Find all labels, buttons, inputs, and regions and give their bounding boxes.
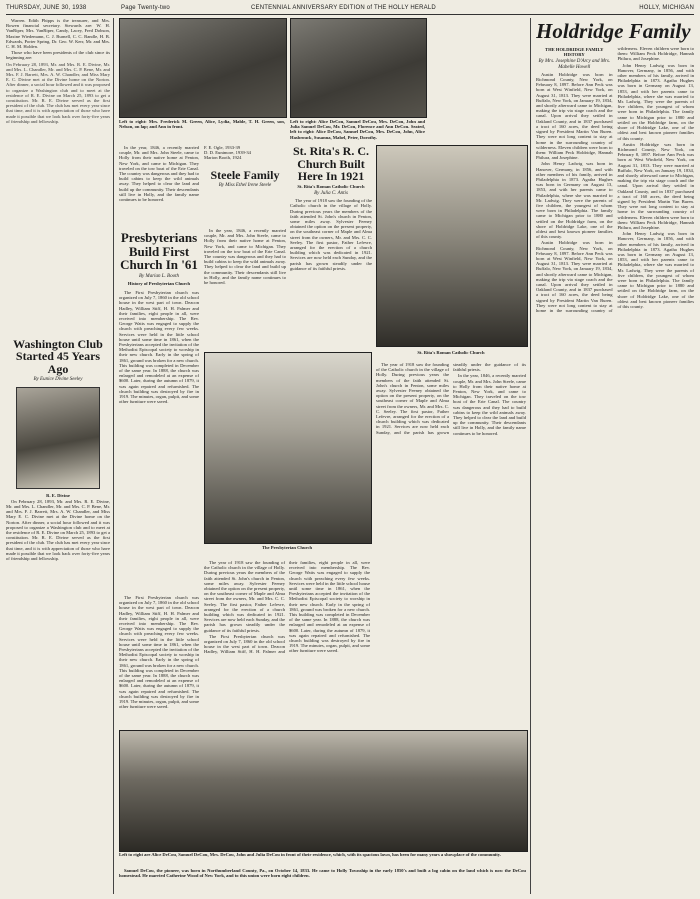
green-list-box <box>204 145 286 225</box>
decou-family-photo <box>290 18 427 118</box>
strita-photo-caption: St. Rita's Roman Catholic Church <box>417 350 485 355</box>
washington-byline: By Eunice Divine Seeley <box>33 377 83 383</box>
strita-body-2: The year of 1918 saw the founding of the Catholic church in the village of Holly. During previous years the members of the faith attended St. John's church in Fenton, some miles away. Sylvester Feeney obtained the option on the present property, on the southeast corner of Maple and Alma street from the owners, Mr. and Mrs. C. C. Seeley. The first pastor, Father Lefevre, arranged for the erection of a church building which was dedicated in 1921. Services are now held each Sunday, and the parish has grown steadily under the guidance of its faithful priests. <box>376 362 526 435</box>
list-item: F. E. Ogle, 1933-39 <box>204 145 241 150</box>
washington-members-intro: Those who have been presidents of the club since its beginning are: <box>6 50 110 61</box>
mid-continued <box>204 560 370 725</box>
presby-byline: By Marian L. Booth <box>139 273 179 279</box>
header-date: THURSDAY, JUNE 30, 1938 <box>6 5 87 11</box>
steele-lead-text: In the year, 1846, a recently married couple, Mr. and Mrs. John Steele, came to Holly from their native home at Fenton, New York, and came to Michigan. They traveled on the tow boat of the Erie Canal. The country was dangerous and they had to build cabins to keep the wild animals away. They helped to clear the land and build up the community. Their descendants still live in Holly, and the family name continues to be honored. <box>119 145 199 203</box>
presby-body-continued: The First Presbyterian church was organized on July 7, 1860 in the old school house in the west part of town. Deacon Hadley, William Stiff, H. H. Palmer and their families, eight people in all, were received into membership. The Rev. George Watts was engaged to supply the church with preaching every few weeks. Services were held in the little school house until some time in 1861, when the Presbyterians accepted the invitation of the Methodist Episcopal society to worship in their new church. Early in the spring of 1861, ground was broken for a new church. This building was completed in December of the same year. In 1888, the church was enlarged and remodeled at an expense of $600. Later, during the autumn of 1879, it was again repaired and refurnished. The church building was destroyed by fire in 1919. The minutes, organ, pulpit, and some other furniture were saved. <box>119 595 199 710</box>
washington-headline: Washington Club Started 45 Years Ago <box>13 336 103 376</box>
presby-headline: Presbyterians Build First Church In '61 <box>120 233 198 273</box>
holdridge-byline: By Mrs. Josephine D'Arcy and Mrs. Mabelle Howell <box>538 59 611 70</box>
strita-church-photo <box>376 145 528 347</box>
column-rule <box>113 18 114 894</box>
strita-sub: St. Rita's Roman Catholic Church <box>297 183 365 189</box>
holdridge-body-2: Austin Holdridge was born in Richmond County, New York, on February 8, 1897. Before Ann Peck was born at West Winfield, New York, on August 31, 1813. They were married at Buffalo, New York, on January 19, 1834, and shortly afterward came to Michigan, making the trip via stage coach and the canal. Upon arrival they settled in Oakland County, and in 1837 purchased a tract of 160 acres, the deed being signed by President Martin Van Buren. They were not long content to stay at home in the surrounding country of wilderness. Eleven children were born to them: William Peck Holdridge, Hannah Philura, and Josephine. <box>536 46 694 313</box>
presby-sub: History of Presbyterian Church <box>127 281 191 287</box>
holdridge-subhead: THE HOLDRIDGE FAMILY HISTORY <box>545 47 604 58</box>
holdridge-column <box>536 18 694 894</box>
strita-headline: St. Rita's R. C. Church Built Here In 1921 <box>292 145 369 184</box>
decou-residence-caption: Left to right are Alice DeCou, Samuel DeCou, Mrs. DeCou, John and Julia DeCou in front of their residence, which, with its spacious lawn, has been for many years a showplace of the community. <box>119 852 502 857</box>
presby-body-more: The First Presbyterian church was organized on July 7, 1860 in the old school house in the west part of town. Deacon Hadley, William Stiff, H. H. Palmer and their families, eight people in all, were received into membership. The Rev. George Watts was engaged to supply the church with preaching every few weeks. Services were held in the little school house until some time in 1861, when the Presbyterians accepted the invitation of the Methodist Episcopal society to worship in their new church. Early in the spring of 1861, ground was broken for a new church. This building was completed in December of the same year. In 1888, the church was enlarged and remodeled at an expense of $600. Later, during the autumn of 1879, it was again repaired and refurnished. The church building was destroyed by fire in 1919. The minutes, organ, pulpit, and some other furniture were saved. <box>204 560 370 655</box>
page-header <box>6 4 694 15</box>
strita-body: The year of 1918 saw the founding of the Catholic church in the village of Holly. During previous years the members of the faith attended St. John's church in Fenton, some miles away. Sylvester Feeney obtained the option on the present property, on the southeast corner of Maple and Alma street from the owners, Mr. and Mrs. C. C. Seeley. The first pastor, Father Lefevre, arranged for the erection of a church building which was dedicated in 1921. Services are now held each Sunday, and the parish has grown steadily under the guidance of its faithful priests. <box>290 198 372 271</box>
presby-body-column <box>119 290 199 590</box>
header-location: HOLLY, MICHIGAN <box>639 5 694 11</box>
decou-bottom-text <box>119 868 526 894</box>
ladwig-body: John Henry Ladwig was born in Hanover, Germany, in 1856, and with other members of his family, arrived in Philadelphia in 1873. Agatha Hughes was born in Germany on August 13, 1853, and with her parents came to Philadelphia, where she was married to Mr. Ladwig. They were the parents of five children, the youngest of whom were born in Philadelphia. The family came to Michigan prior to 1880 and settled on the Holdridge farm, on the shore of Holdridge Lake, one of the oldest and best known pioneer families of this county. <box>536 161 613 240</box>
presbyterian-photo-caption: The Presbyterian Church <box>261 545 313 550</box>
holdridge-body: Austin Holdridge was born in Richmond County, New York, on February 8, 1897. Before Ann Peck was born at West Winfield, New York, on August 31, 1813. They were married at Buffalo, New York, on January 19, 1834, and shortly afterward came to Michigan, making the trip via stage coach and the canal. Upon arrival they settled in Oakland County, and in 1837 purchased a tract of 160 acres, the deed being signed by President Martin Van Buren. They were not long content to stay at home in the surrounding country of wilderness. Eleven children were born to them: William Peck Holdridge, Hannah Philura, and Josephine. <box>536 71 613 161</box>
ladwig-body-2: John Henry Ladwig was born in Hanover, Germany, in 1856, and with other members of his family, arrived in Philadelphia in 1873. Agatha Hughes was born in Germany on August 13, 1853, and with her parents came to Philadelphia, where she was married to Mr. Ladwig. They were the parents of five children, the youngest of whom were born in Philadelphia. The family came to Michigan prior to 1880 and settled on the Holdridge farm, on the shore of Holdridge Lake, one of the oldest and best known pioneer families of this county. <box>617 62 694 141</box>
steele-headline: Steele Family <box>210 167 280 182</box>
decou-residence-photo <box>119 730 528 852</box>
strita-continued <box>376 362 526 722</box>
strita-byline: By Julia C. Antis <box>314 190 348 196</box>
presby-continued <box>119 595 199 725</box>
washington-body: On February 28, 1893, Mr. and Mrs. R. E. Divine, Mr. and Mrs. L. Chandler, Mr. and Mrs. C. P. Bene, Mr. and Mrs. F. J. Barrett, Mrs. A. W. Chandler, and Miss Mary E. C. Divine met at the Divine home on the Norton. After dinner, a social hour followed and it was proposed to organize a Washington club and to meet at the residence of R. E. Divine on March 25, 1893 to get a constitution. Mr. R. E. Divine served as the first president of the club. The club has met every year since that time, and it is with appreciation of those who have made it possible that we look back over forty-five years of friendship and fellowship. <box>6 498 110 562</box>
steele-body-2: In the year, 1846, a recently married couple, Mr. and Mrs. John Steele, came to Holly from their native home at Fenton, New York, and came to Michigan. They traveled on the tow boat of the Erie Canal. The country was dangerous and they had to build cabins to keep the wild animals away. They helped to clear the land and build up the community. Their descendants still live in Holly, and the family name continues to be honored. <box>453 373 526 436</box>
presby-body: The First Presbyterian church was organized on July 7, 1860 in the old school house in the west part of town. Deacon Hadley, William Stiff, H. H. Palmer and their families, eight people in all, were received into membership. The Rev. George Watts was engaged to supply the church with preaching every few weeks. Services were held in the little school house until some time in 1861, when the Presbyterians accepted the invitation of the Methodist Episcopal society to worship in their new church. Early in the spring of 1861, ground was broken for a new church. This building was completed in December of the same year. In 1888, the church was enlarged and remodeled at an expense of $600. Later, during the autumn of 1879, it was again repaired and refurnished. The church building was destroyed by fire in 1919. The minutes, organ, pulpit, and some other furniture were saved. <box>119 290 199 405</box>
green-family-photo <box>119 18 287 118</box>
holdridge-body-3: Austin Holdridge was born in Richmond County, New York, on February 8, 1897. Before Ann Peck was born at West Winfield, New York, on August 31, 1813. They were married at Buffalo, New York, on January 19, 1834, and shortly afterward came to Michigan, making the trip via stage coach and the canal. Upon arrival they settled in Oakland County, and in 1837 purchased a tract of 160 acres, the deed being signed by President Martin Van Buren. They were not long content to stay at home in the surrounding country of wilderness. Eleven children were born to them: William Peck Holdridge, Hannah Philura, and Josephine. <box>617 141 694 230</box>
presbyterian-church-photo <box>204 352 372 544</box>
list-item: D. D. Eunimore, 1939-34 <box>204 150 251 156</box>
steele-body: In the year, 1846, a recently married couple, Mr. and Mrs. John Steele, came to Holly from their native home at Fenton, New York, and came to Michigan. They traveled on the tow boat of the Erie Canal. The country was dangerous and they had to build cabins to keep the wild animals away. They helped to clear the land and build up the community. Their descendants still live in Holly, and the family name continues to be honored. <box>204 228 286 286</box>
steele-body-column <box>204 228 286 353</box>
column-rule-right <box>530 18 531 894</box>
list-item: Marion Booth, 1924 <box>204 155 242 161</box>
divine-caption: R. E. Divine <box>46 492 70 498</box>
decou-family-caption: Left to right: Alice DeCou, Samuel DeCou, Mrs. DeCou, John and Julia Samuel DeCou, Mr. DeCou, Florence and Ann DeCou. Seated, left to right: Alice DeCou, Samuel DeCou, Mrs. DeCou, John, Alice Hasbrouck, Susanna, Mabel, Peter, Dorothy. <box>290 119 425 140</box>
steele-byline: By Miss Ethel Irene Steele <box>218 183 272 189</box>
washington-column <box>6 18 110 893</box>
header-page: Page Twenty-two <box>121 5 170 11</box>
decou-bottom-paragraph: Samuel DeCou, the pioneer, was born in Northumberland County, Pa., on October 14, 1833. He came to Holly Township in the early 1850's and built a log cabin on the land which is now the DeCou homestead. He married Catherine Wood of New York, and to this union were born eight children. <box>119 868 526 879</box>
divine-portrait <box>16 387 100 489</box>
washington-member-list: On February 28, 1893, Mr. and Mrs. R. E. Divine, Mr. and Mrs. L. Chandler, Mr. and Mrs. C. P. Bene, Mr. and Mrs. F. J. Barrett, Mrs. A. W. Chandler, and Miss Mary E. C. Divine met at the Divine home on the Norton. After dinner, a social hour followed and it was proposed to organize a Washington club and to meet at the residence of R. E. Divine on March 25, 1893 to get a constitution. Mr. R. E. Divine served as the first president of the club. The club has met every year since that time, and it is with appreciation of those who have made it possible that we look back over forty-five years of friendship and fellowship. <box>6 61 110 124</box>
holdridge-headline: Holdridge Family <box>536 19 691 43</box>
holdridge-columns <box>536 46 694 886</box>
washington-intro: Warren. Edith Phipps is the treasurer, and Mrs. Bowen financial secretary. Stewards are: W. H. VanRiper, Mrs. VanRiper, Candy, Lacey, Fred Dobson, Maxine Wiedemann, C. J. Burnell, C. C. Bandle, H. B. Edwards, Porter Spring, Dr. Geo. W. Kerr, Mr. and Mrs. C. H. M. Holden. <box>6 18 110 50</box>
header-center: CENTENNIAL ANNIVERSARY EDITION of THE HOLLY HERALD <box>251 5 436 11</box>
ladwig-body-3: John Henry Ladwig was born in Hanover, Germany, in 1856, and with other members of his family, arrived in Philadelphia in 1873. Agatha Hughes was born in Germany on August 13, 1853, and with her parents came to Philadelphia, where she was married to Mr. Ladwig. They were the parents of five children, the youngest of whom were born in Philadelphia. The family came to Michigan prior to 1880 and settled on the Holdridge farm, on the shore of Holdridge Lake, one of the oldest and best known pioneer families of this county. <box>617 231 694 309</box>
strita-column <box>290 145 372 350</box>
green-family-caption: Left to right: Mrs. Frederick M. Green, Alice, Lydia, Mable, T. H. Green, son, Nelson, on lap; and Ann in front. <box>119 119 285 130</box>
strita-body-continued: The year of 1918 saw the founding of the Catholic church in the village of Holly. During previous years the members of the faith attended St. John's church in Fenton, some miles away. Sylvester Feeney obtained the option on the present property, on the southeast corner of Maple and Alma street from the owners, Mr. and Mrs. C. C. Seeley. The first pastor, Father Lefevre, arranged for the erection of a church building which was dedicated in 1921. Services are now held each Sunday, and the parish has grown steadily under the guidance of its faithful priests. <box>204 560 285 633</box>
